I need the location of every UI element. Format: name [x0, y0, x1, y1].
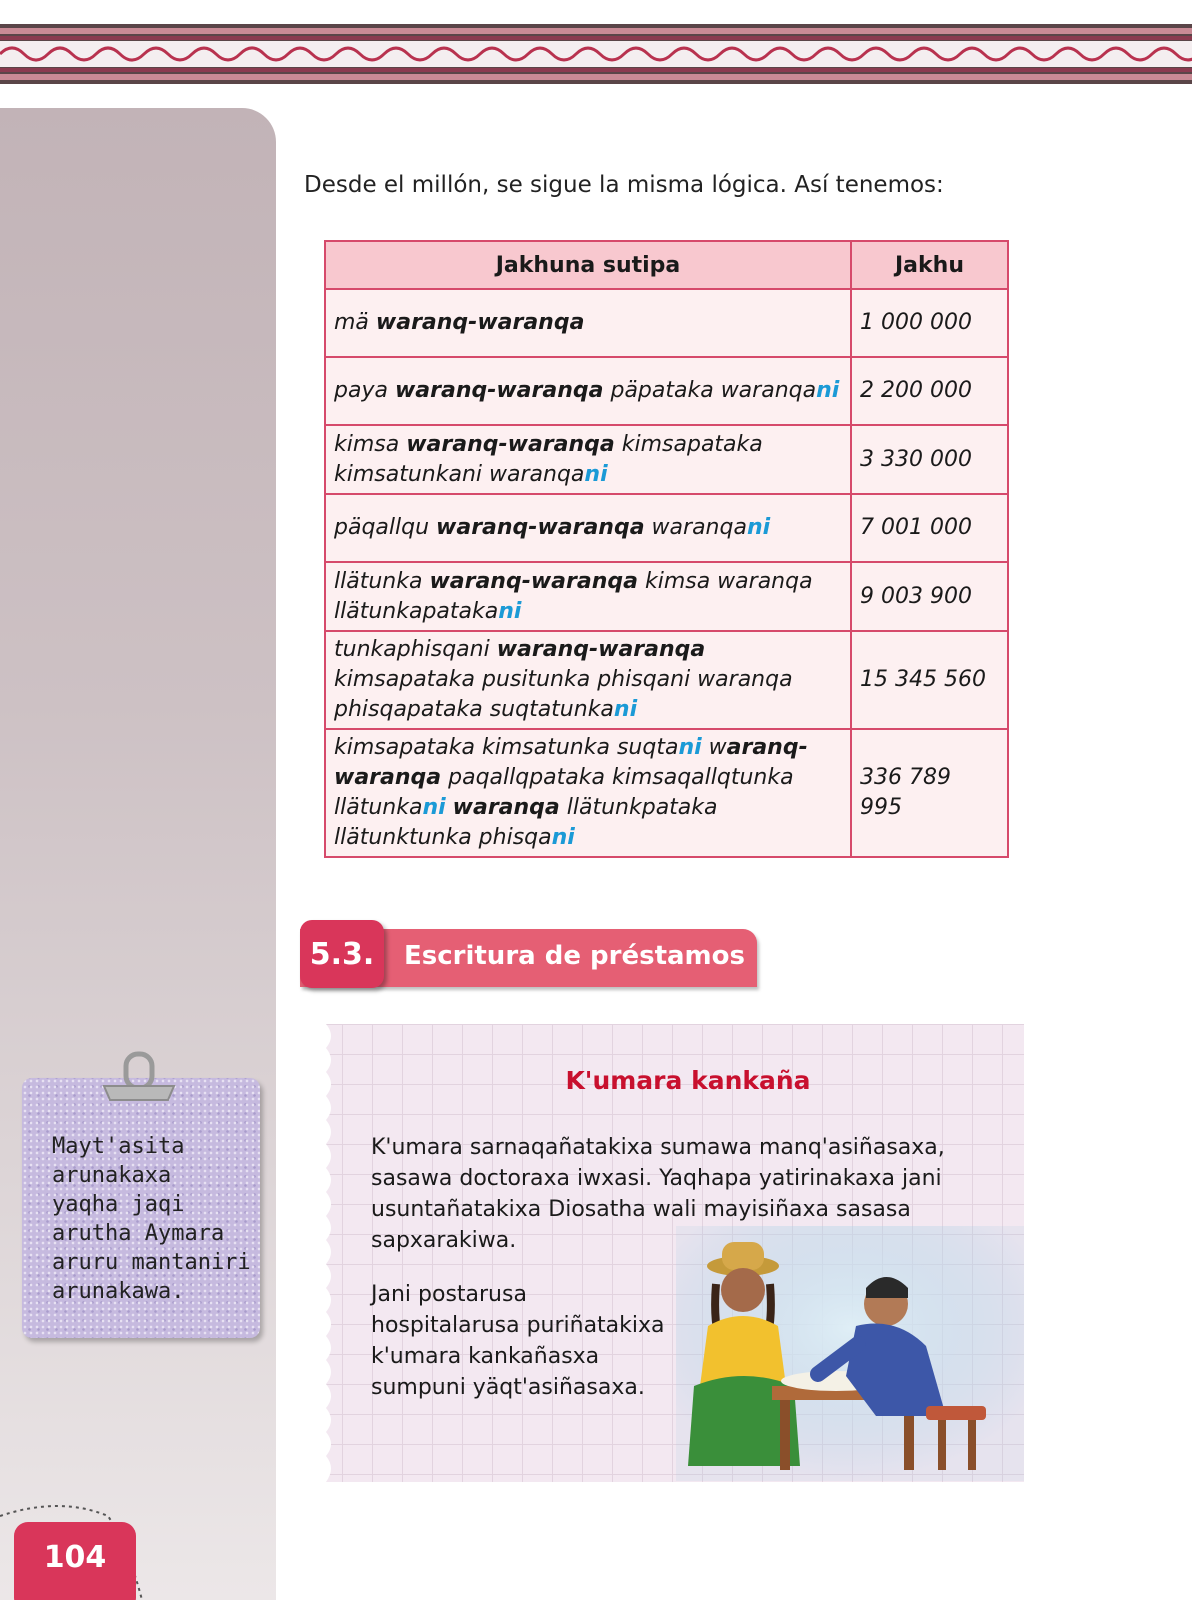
story-paragraph: K'umara sarnaqañatakixa sumawa manq'asiñasaxa, sasawa doctoraxa iwxasi. Yaqhapa yatirinakaxa jani usuntañatakixa Diosatha wali mayisiñaxa sasasa sapxarakiwa. — [371, 1135, 945, 1253]
note-line: Mayt'asita — [52, 1134, 185, 1159]
table-row — [325, 357, 1008, 425]
number-cell: 15 345 560 — [851, 631, 1008, 729]
number-cell: 1 000 000 — [851, 289, 1008, 357]
words-cell: kimsa waranq-waranqa kimsapataka kimsatunkani waranqani — [325, 425, 851, 494]
words-cell: tunkaphisqani waranq-waranqa kimsapataka pusitunka phisqani waranqa phisqapataka suqtatunkani — [325, 631, 851, 729]
paper-clip-icon — [100, 1050, 178, 1108]
note-text — [52, 1132, 252, 1306]
header-number: Jakhu — [851, 241, 1008, 289]
note-line: arunakaxa — [52, 1163, 172, 1188]
story-paragraph: Jani postarusa hospitalarusa puriñatakixa k'umara kankañasxa sumpuni yäqt'asiñasaxa. — [371, 1282, 665, 1400]
table-row — [325, 289, 1008, 357]
words-cell: kimsapataka kimsatunka suqtani waranq-waranqa paqallqpataka kimsaqallqtunka llätunkani waranqa llätunkpataka llätunktunka phisqani — [325, 729, 851, 857]
words-cell: llätunka waranq-waranqa kimsa waranqa llätunkapatakani — [325, 562, 851, 631]
table-row — [325, 729, 1008, 857]
table-row — [325, 631, 1008, 729]
table-header-row — [325, 241, 1008, 289]
section-number: 5.3. — [300, 920, 384, 988]
table-row — [325, 494, 1008, 562]
page-number: 104 — [43, 1540, 107, 1575]
sidebar-column — [0, 108, 276, 1600]
table-row — [325, 562, 1008, 631]
woven-band — [0, 24, 1192, 84]
number-cell: 2 200 000 — [851, 357, 1008, 425]
illustration-doctor-visit — [676, 1226, 1024, 1481]
number-cell: 336 789 995 — [851, 729, 1008, 857]
note-line: yaqha jaqi — [52, 1192, 185, 1217]
number-table — [324, 240, 1009, 858]
section-title: Escritura de préstamos — [404, 941, 745, 971]
words-cell: paya waranq-waranqa päpataka waranqani — [325, 357, 851, 425]
story-title: K'umara kankaña — [565, 1066, 811, 1095]
table-row — [325, 425, 1008, 494]
number-cell: 7 001 000 — [851, 494, 1008, 562]
header-words: Jakhuna sutipa — [325, 241, 851, 289]
words-cell: mä waranq-waranqa — [325, 289, 851, 357]
note-line: arunakawa. — [52, 1279, 185, 1304]
number-cell: 9 003 900 — [851, 562, 1008, 631]
note-line: aruru mantaniri — [52, 1250, 251, 1275]
intro-text: Desde el millón, se sigue la misma lógica. Así tenemos: — [304, 172, 944, 198]
note-line: arutha Aymara — [52, 1221, 225, 1246]
number-cell: 3 330 000 — [851, 425, 1008, 494]
words-cell: päqallqu waranq-waranqa waranqani — [325, 494, 851, 562]
